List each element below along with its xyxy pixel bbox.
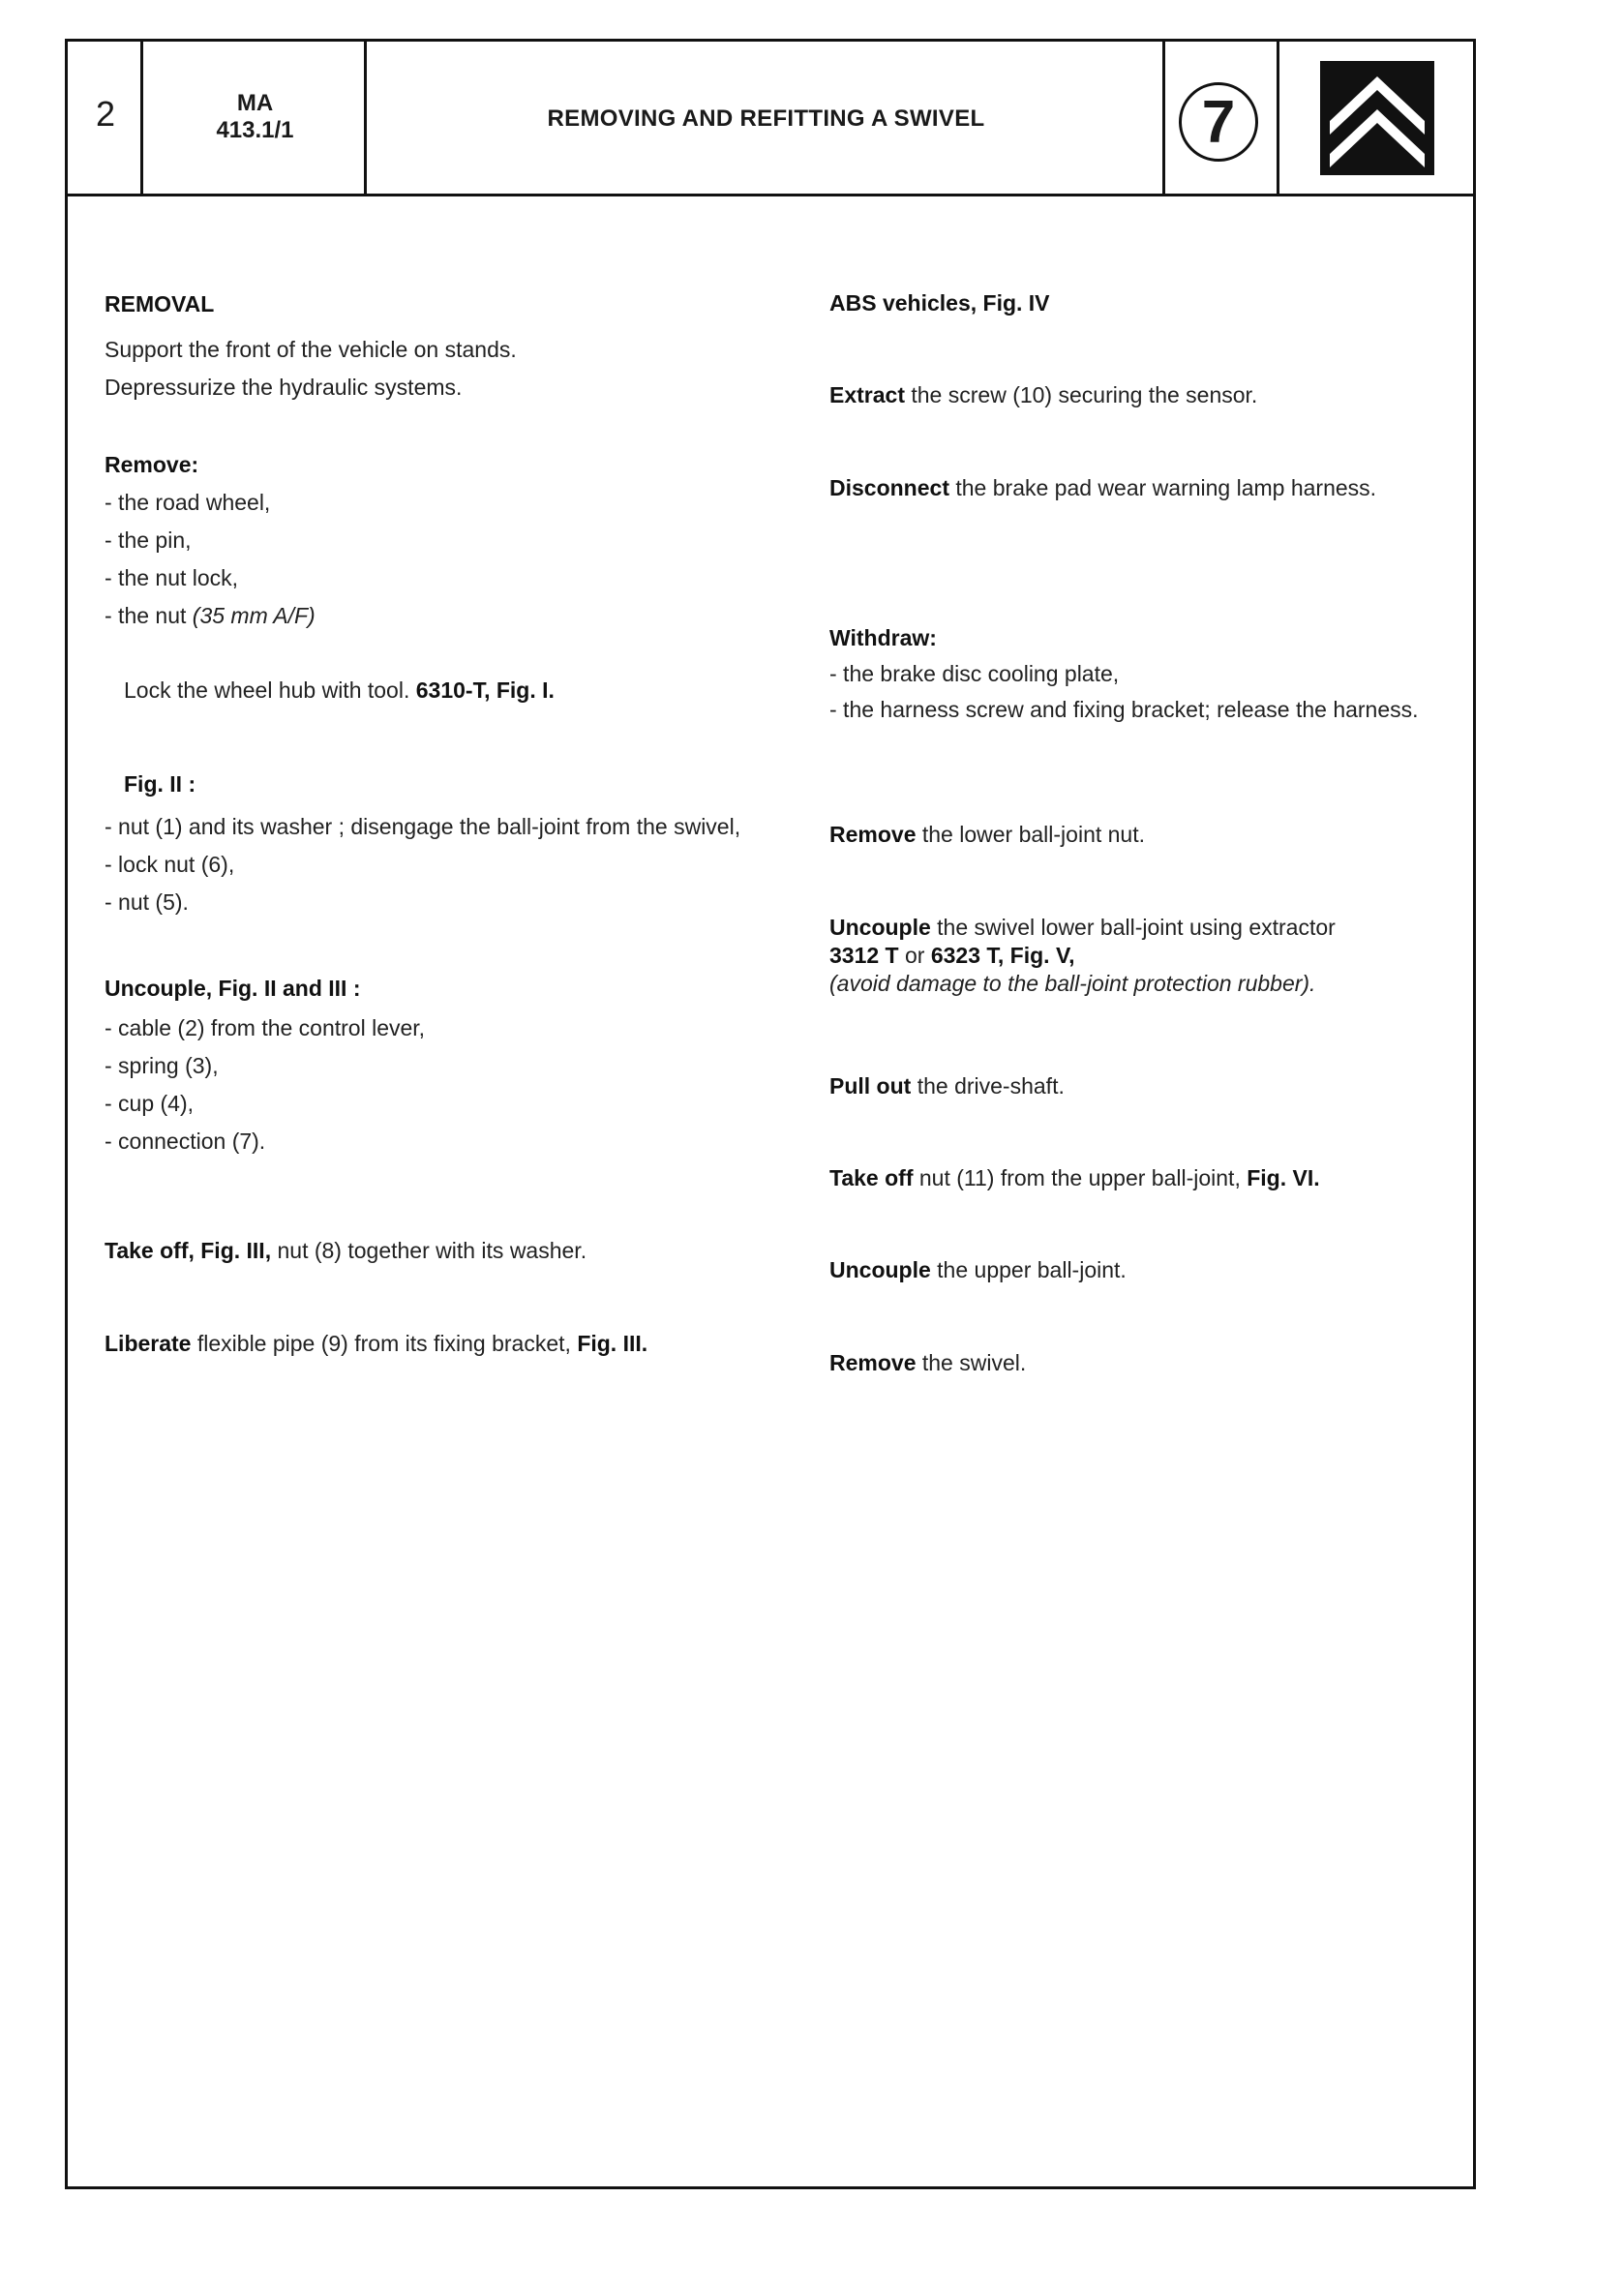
document-title: REMOVING AND REFITTING A SWIVEL [547,105,985,132]
list-item: - the pin, [105,527,192,553]
list-item: - lock nut (6), [105,852,235,877]
list-item: - cable (2) from the control lever, [105,1015,426,1040]
disconnect-instruction: Disconnect the brake pad wear warning lamp harness. [829,475,1377,500]
page-header [68,42,1473,196]
list-item: - the brake disc cooling plate, [829,661,1120,686]
takeoff-upper-instruction: Take off nut (11) from the upper ball-joint, Fig. VI. [829,1165,1320,1190]
withdraw-list [829,660,1449,724]
uncouple-list [105,1014,782,1156]
extractor-tool-1: 3312 T [829,943,899,968]
tool-reference: 6310-T, Fig. I. [415,677,555,703]
abs-heading: ABS vehicles, Fig. IV [829,290,1050,316]
list-item: - the nut (35 mm A/F) [105,603,316,628]
list-item: - nut (1) and its washer ; disengage the ball-joint from the swivel, [105,814,741,839]
section-number-badge: 7 [1179,82,1258,162]
nut-size: (35 mm A/F) [192,603,316,628]
list-item: - the harness screw and fixing bracket; release the harness. [829,697,1419,722]
document-code [143,90,367,144]
list-item: - nut (5). [105,889,189,915]
caution-note: (avoid damage to the ball-joint protection rubber). [829,971,1316,996]
document-code-cell [143,42,367,194]
document-frame [65,39,1476,2189]
page-number-cell [68,42,143,194]
list-item: - connection (7). [105,1129,266,1154]
takeoff-instruction: Take off, Fig. III, nut (8) together with its washer. [105,1238,587,1263]
double-chevron-logo-icon [1320,61,1434,175]
withdraw-heading: Withdraw: [829,625,937,650]
page-number: 2 [95,94,116,134]
fig2-list [105,813,782,917]
list-item: - the road wheel, [105,490,271,515]
liberate-instruction: Liberate flexible pipe (9) from its fixing bracket, Fig. III. [105,1331,648,1356]
extract-instruction: Extract the screw (10) securing the sensor. [829,382,1258,407]
document-code-line1: MA [236,90,274,116]
title-cell [367,42,1165,194]
extractor-tool-2: 6323 T, Fig. V, [930,943,1075,968]
remove-nut-instruction: Remove the lower ball-joint nut. [829,822,1145,847]
removal-heading: REMOVAL [105,291,215,316]
remove-swivel-instruction: Remove the swivel. [829,1350,1027,1375]
section-badge-cell [1165,42,1279,194]
list-item: - cup (4), [105,1091,195,1116]
depressurize-instruction: Depressurize the hydraulic systems. [105,375,463,400]
uncouple-upper-instruction: Uncouple the upper ball-joint. [829,1257,1127,1282]
lock-hub-instruction: Lock the wheel hub with tool. 6310-T, Fig. I. [124,677,555,703]
support-instruction: Support the front of the vehicle on stands. [105,337,517,362]
list-item: - spring (3), [105,1053,219,1078]
fig2-heading: Fig. II : [124,771,196,797]
uncouple-lower-instruction: Uncouple the swivel lower ball-joint using extractor 3312 T or 6323 T, Fig. V, (avoid damage to the ball-joint protection rubber). [829,915,1336,996]
pullout-instruction: Pull out the drive-shaft. [829,1073,1065,1099]
remove-list [105,489,782,630]
logo-cell [1279,42,1476,194]
document-code-line2: 413.1/1 [216,117,294,143]
uncouple-heading: Uncouple, Fig. II and III : [105,976,361,1001]
remove-heading: Remove: [105,452,199,477]
list-item: - the nut lock, [105,565,239,590]
